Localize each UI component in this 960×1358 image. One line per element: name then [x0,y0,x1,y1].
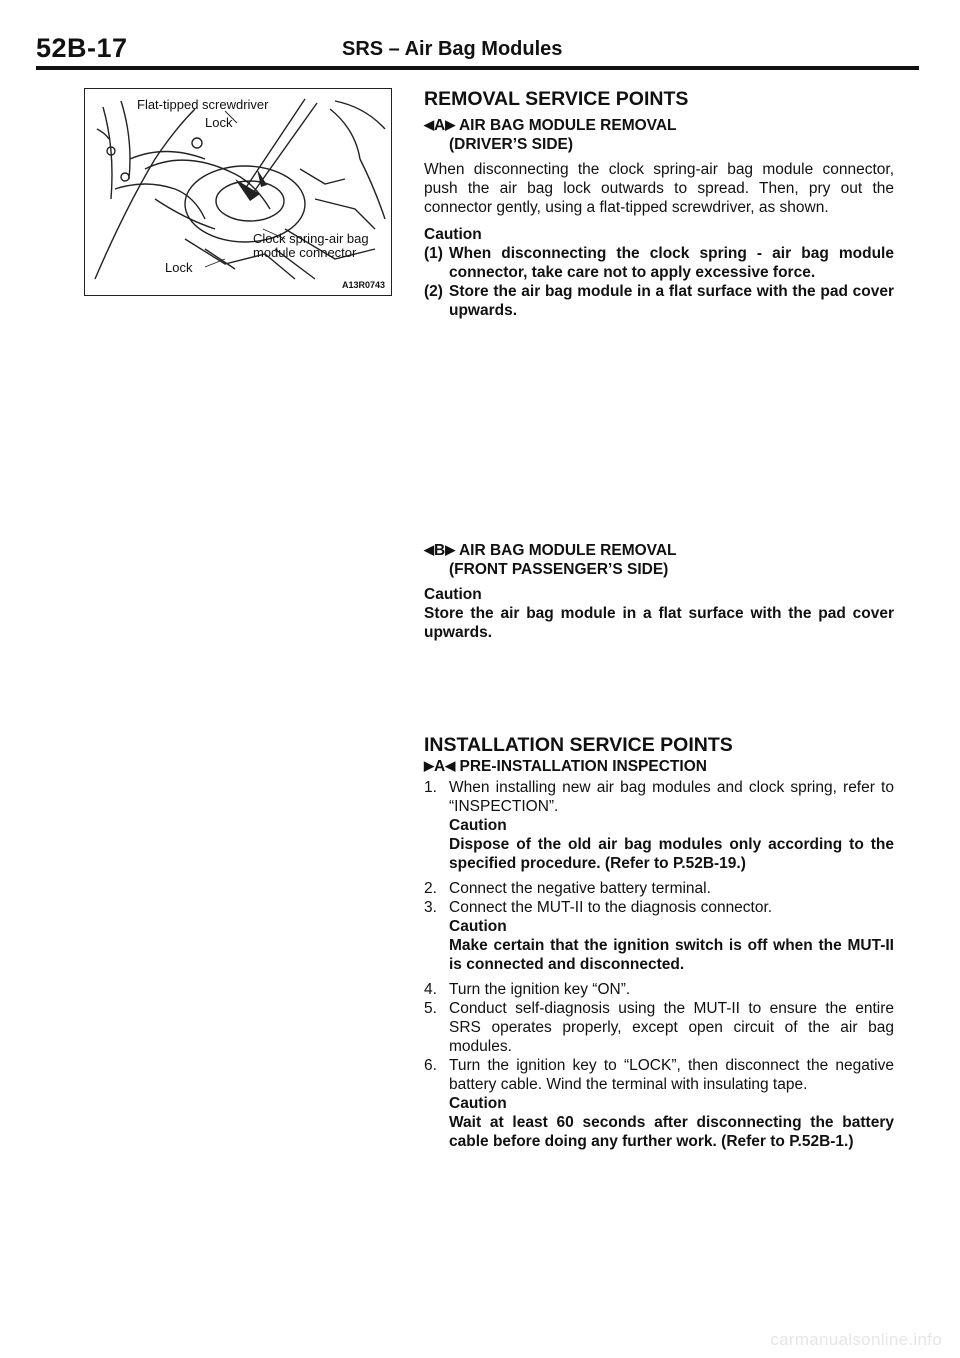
step-2 [424,879,894,898]
caution-text: Dispose of the old air bag modules only according to the specified procedure. (Refer to P.52B-19.) [449,836,894,872]
page-number: 52B-17 [36,33,128,63]
step-text: Connect the MUT-II to the diagnosis connector. [449,899,773,916]
passenger-side-title [424,540,894,579]
label-lock-bottom: Lock [165,260,193,275]
right-triangle-icon: ▶ [445,542,456,557]
caution-label: Caution [424,226,482,243]
page-title: SRS – Air Bag Modules [342,38,563,60]
caution-item-2-text: Store the air bag module in a flat surface with the pad cover upwards. [449,283,894,319]
step-text: Turn the ignition key to “LOCK”, then disconnect the negative battery cable. Wind the terminal with insulating tape. [449,1057,894,1093]
step-number: 3. [424,899,437,916]
caution-text: Wait at least 60 seconds after disconnecting the battery cable before doing any further work. (Refer to P.52B-1.) [449,1114,894,1150]
right-triangle-icon: ▶ [445,117,456,132]
caution-item-1 [424,244,894,282]
installation-service-points [424,734,894,1151]
step-5 [424,999,894,1056]
marker-b: B [434,542,446,559]
step-3 [424,898,894,974]
step-number: 1. [424,779,437,796]
watermark: carmanualsonline.info [770,1330,942,1349]
left-triangle-icon: ◀ [424,117,434,132]
step-4 [424,980,894,999]
step-number: 2. [424,880,437,897]
passenger-side-title-line2: (FRONT PASSENGER’S SIDE) [449,561,669,578]
removal-service-points [424,88,894,320]
header-rule [36,66,919,70]
caution-item-2 [424,282,894,320]
driver-side-title-line1: AIR BAG MODULE REMOVAL [458,117,677,134]
driver-side-body: When disconnecting the clock spring-air bag module connector, push the air bag lock outwards to spread. Then, pry out the connector gently, using a flat-tipped screwdriver, as shown. [424,161,894,216]
step-text: When installing new air bag modules and clock spring, refer to “INSPECTION”. [449,779,894,815]
step-number: 5. [424,1000,437,1017]
steering-wheel-illustration [85,89,391,295]
step-text: Turn the ignition key “ON”. [449,981,631,998]
passenger-side-removal [424,540,894,642]
caution-item-1-number: (1) [424,245,443,262]
installation-heading: INSTALLATION SERVICE POINTS [424,734,733,756]
label-connector-line2: module connector [253,245,357,260]
step-text: Conduct self-diagnosis using the MUT-II to ensure the entire SRS operates properly, except open circuit of the air bag modules. [449,1000,894,1055]
left-triangle-icon: ◀ [424,542,434,557]
left-triangle-icon: ◀ [445,758,456,773]
step-number: 4. [424,981,437,998]
caution-item-2-number: (2) [424,283,443,300]
step-number: 6. [424,1057,437,1074]
step-6 [424,1056,894,1151]
pre-installation-title [424,756,894,776]
label-connector-line1: Clock spring-air bag [253,231,369,246]
label-flat-tipped-screwdriver: Flat-tipped screwdriver [137,97,269,112]
figure-id: A13R0743 [341,280,385,290]
caution-label: Caution [424,586,482,603]
passenger-side-title-line1: AIR BAG MODULE REMOVAL [458,542,677,559]
caution-item-1-text: When disconnecting the clock spring - air bag module connector, take care not to apply excessive force. [449,245,894,281]
passenger-side-caution-text: Store the air bag module in a flat surface with the pad cover upwards. [424,605,894,641]
caution-label: Caution [449,817,507,834]
driver-side-title-line2: (DRIVER’S SIDE) [449,136,574,153]
step-1 [424,778,894,873]
label-lock-top: Lock [205,115,233,130]
right-triangle-icon: ▶ [424,758,434,773]
illustration-figure [84,88,392,296]
driver-side-title [424,115,894,154]
caution-text: Make certain that the ignition switch is off when the MUT-II is connected and disconnected. [449,937,894,973]
caution-label: Caution [449,918,507,935]
step-text: Connect the negative battery terminal. [449,880,711,897]
marker-a: A [434,758,446,775]
pre-installation-title-text: PRE-INSTALLATION INSPECTION [459,758,707,775]
marker-a: A [434,117,446,134]
caution-label: Caution [449,1095,507,1112]
removal-heading: REMOVAL SERVICE POINTS [424,88,689,110]
